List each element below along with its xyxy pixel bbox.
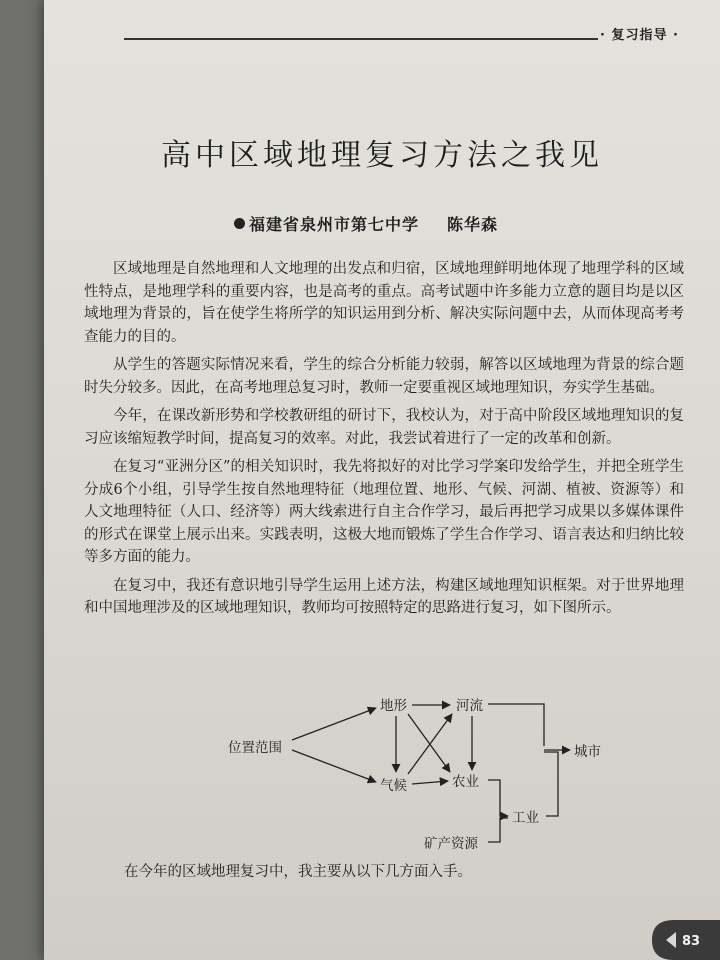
edge-agriculture-industry: [488, 780, 508, 816]
edge-location-climate: [292, 750, 376, 782]
node-industry: 工业: [512, 810, 539, 826]
node-mineral: 矿产资源: [424, 836, 478, 852]
edge-industry-city: [544, 752, 558, 816]
magazine-page: [44, 0, 720, 960]
node-city: 城市: [574, 744, 601, 760]
author-line: [234, 212, 498, 235]
header-rule: [124, 38, 598, 40]
paragraph: 从学生的答题实际情况来看，学生的综合分析能力较弱，解答以区域地理为背景的综合题时失分较多。因此，在高考地理总复习时，教师一定要重视区域地理知识，夯实学生基础。: [84, 357, 684, 396]
closing-sentence: 在今年的区域地理复习中，我主要从以下几方面入手。: [124, 864, 472, 880]
author-school: 福建省泉州市第七中学: [249, 215, 420, 234]
paragraph: 在复习“亚洲分区”的相关知识时，我先将拟好的对比学习学案印发给学生，并把全班学生分成6个小组，引导学生按自然地理特征（地理位置、地形、气候、河湖、植被、资源等）和人文地理特征（人口、经济等）两大线索进行自主合作学习，最后再把学习成果以多媒体课件的形式在课堂上展示出来。实践表明，这极大地而锻炼了学生合作学习、语言表达和归纳比较等多方面的能力。: [84, 459, 684, 565]
bullet-dot-icon: [234, 218, 245, 229]
node-climate: 气候: [380, 778, 407, 794]
knowledge-framework-diagram: [204, 688, 601, 854]
edge-mineral-industry: [488, 818, 508, 842]
node-terrain: 地形: [380, 698, 407, 714]
edge-location-terrain: [292, 708, 376, 740]
edge-climate-agriculture: [412, 781, 448, 784]
article-body: [84, 258, 684, 626]
node-agriculture: 农业: [452, 774, 479, 790]
edge-terrain-agriculture: [408, 714, 450, 772]
article-title: 高中区域地理复习方法之我见: [161, 138, 603, 173]
node-river: 河流: [456, 698, 483, 714]
paragraph: 今年，在课改新形势和学校教研组的研讨下，我校认为，对于高中阶段区域地理知识的复习应该缩短教学时间，提高复习的效率。对此，我尝试着进行了一定的改革和创新。: [84, 408, 684, 447]
page-number: 83: [682, 934, 701, 949]
paragraph: 在复习中，我还有意识地引导学生运用上述方法，构建区域地理知识框架。对于世界地理和中国地理涉及的区域地理知识，教师均可按照特定的思路进行复习，如下图所示。: [84, 577, 684, 616]
edge-river-city: [488, 704, 544, 746]
paragraph: 区域地理是自然地理和人文地理的出发点和归宿，区域地理鲜明地体现了地理学科的区域性特点，是地理学科的重要内容，也是高考的重点。高考试题中许多能力立意的题目均是以区域地理为背景的，旨在使学生将所学的知识运用到分析、解决实际问题中去，从而体现高考考查能力的目的。: [84, 261, 684, 345]
node-location: 位置范围: [228, 740, 282, 756]
section-tag: · 复习指导 ·: [600, 28, 679, 43]
author-name: 陈华森: [447, 215, 499, 234]
